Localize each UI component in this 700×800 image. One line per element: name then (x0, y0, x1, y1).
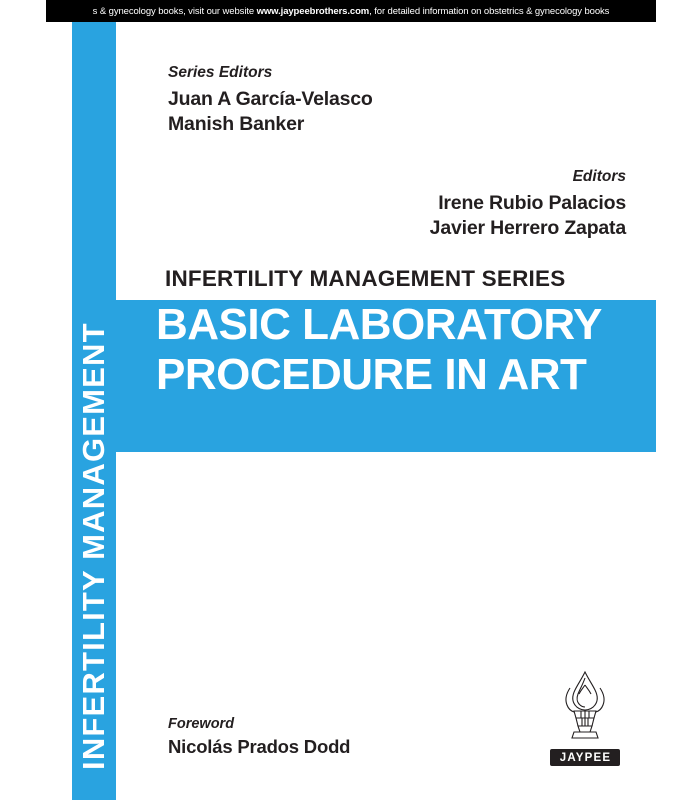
promo-strip (46, 0, 656, 22)
foreword-kicker: Foreword (168, 716, 235, 732)
promo-text-after: , for detailed information on obstetrics & gynecology books (369, 5, 610, 17)
foreword-author-name: Nicolás Prados Dodd (168, 736, 351, 757)
series-name-text: INFERTILITY MANAGEMENT SERIES (165, 266, 566, 291)
series-editor-name-2: Manish Banker (168, 112, 305, 135)
book-title-line-2: PROCEDURE IN ART (156, 349, 587, 399)
promo-strip-text (93, 6, 610, 17)
series-name-strip (116, 264, 656, 294)
editor-name-2: Javier Herrero Zapata (429, 216, 626, 239)
jaypee-torch-logo-icon (548, 668, 622, 746)
promo-text-before: s & gynecology books, visit our website (92, 5, 257, 17)
publisher-logo (548, 662, 622, 766)
cover-front-panel (116, 22, 656, 800)
editor-name-1: Irene Rubio Palacios (438, 192, 626, 214)
book-title (116, 300, 656, 399)
editors-block (206, 168, 626, 241)
book-title-line-1: BASIC LABORATORY (156, 300, 602, 349)
publisher-wordmark: JAYPEE (550, 749, 621, 766)
editors-kicker: Editors (572, 168, 626, 185)
promo-website-link[interactable]: www.jaypeebrothers.com (256, 5, 370, 17)
foreword-block (168, 716, 498, 758)
spine-series-label: INFERTILITY MANAGEMENT (76, 322, 111, 770)
series-editors-block (168, 64, 588, 137)
series-editors-kicker: Series Editors (168, 64, 273, 81)
series-editor-name-1: Juan A García-Velasco (168, 88, 373, 110)
